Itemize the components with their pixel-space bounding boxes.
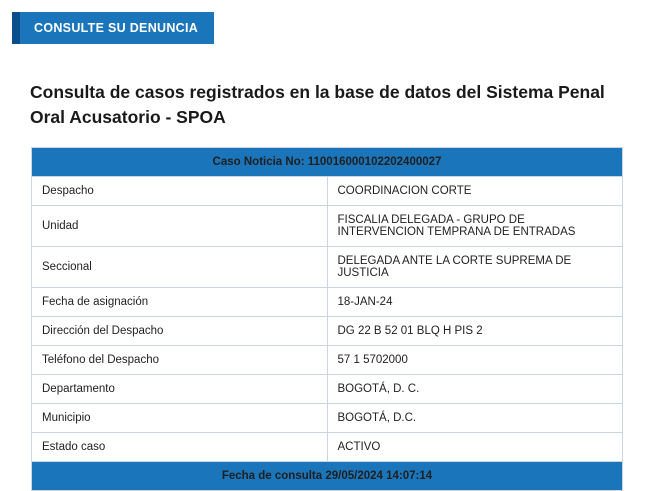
row-value: 57 1 5702000 (327, 346, 623, 375)
table-header-row (32, 148, 623, 177)
row-label: Despacho (32, 177, 328, 206)
page-tab[interactable] (12, 12, 214, 44)
table-row (32, 177, 623, 206)
row-value: 18-JAN-24 (327, 288, 623, 317)
page-title: Consulta de casos registrados en la base de datos del Sistema Penal Oral Acusatorio - SPOA (30, 82, 605, 127)
row-label: Municipio (32, 404, 328, 433)
table-row (32, 247, 623, 288)
row-value: BOGOTÁ, D.C. (327, 404, 623, 433)
table-row (32, 206, 623, 247)
row-label: Teléfono del Despacho (32, 346, 328, 375)
row-label: Estado caso (32, 433, 328, 462)
case-details-table (31, 147, 623, 491)
table-row (32, 404, 623, 433)
row-value: ACTIVO (327, 433, 623, 462)
table-row (32, 346, 623, 375)
tab-accent-bar (12, 12, 20, 44)
table-row (32, 317, 623, 346)
row-label: Unidad (32, 206, 328, 247)
row-label: Fecha de asignación (32, 288, 328, 317)
row-label: Seccional (32, 247, 328, 288)
table-row (32, 375, 623, 404)
case-number-header: Caso Noticia No: 110016000102202400027 (32, 148, 623, 177)
query-timestamp: Fecha de consulta 29/05/2024 14:07:14 (32, 462, 623, 491)
tab-label[interactable]: CONSULTE SU DENUNCIA (20, 12, 214, 44)
table-row (32, 288, 623, 317)
table-row (32, 433, 623, 462)
row-value: DG 22 B 52 01 BLQ H PIS 2 (327, 317, 623, 346)
row-value: BOGOTÁ, D. C. (327, 375, 623, 404)
table-body (32, 148, 623, 491)
row-value: FISCALIA DELEGADA - GRUPO DE INTERVENCION TEMPRANA DE ENTRADAS (327, 206, 623, 247)
row-value: COORDINACION CORTE (327, 177, 623, 206)
row-value: DELEGADA ANTE LA CORTE SUPREMA DE JUSTICIA (327, 247, 623, 288)
row-label: Dirección del Despacho (32, 317, 328, 346)
row-label: Departamento (32, 375, 328, 404)
table-footer-row (32, 462, 623, 491)
